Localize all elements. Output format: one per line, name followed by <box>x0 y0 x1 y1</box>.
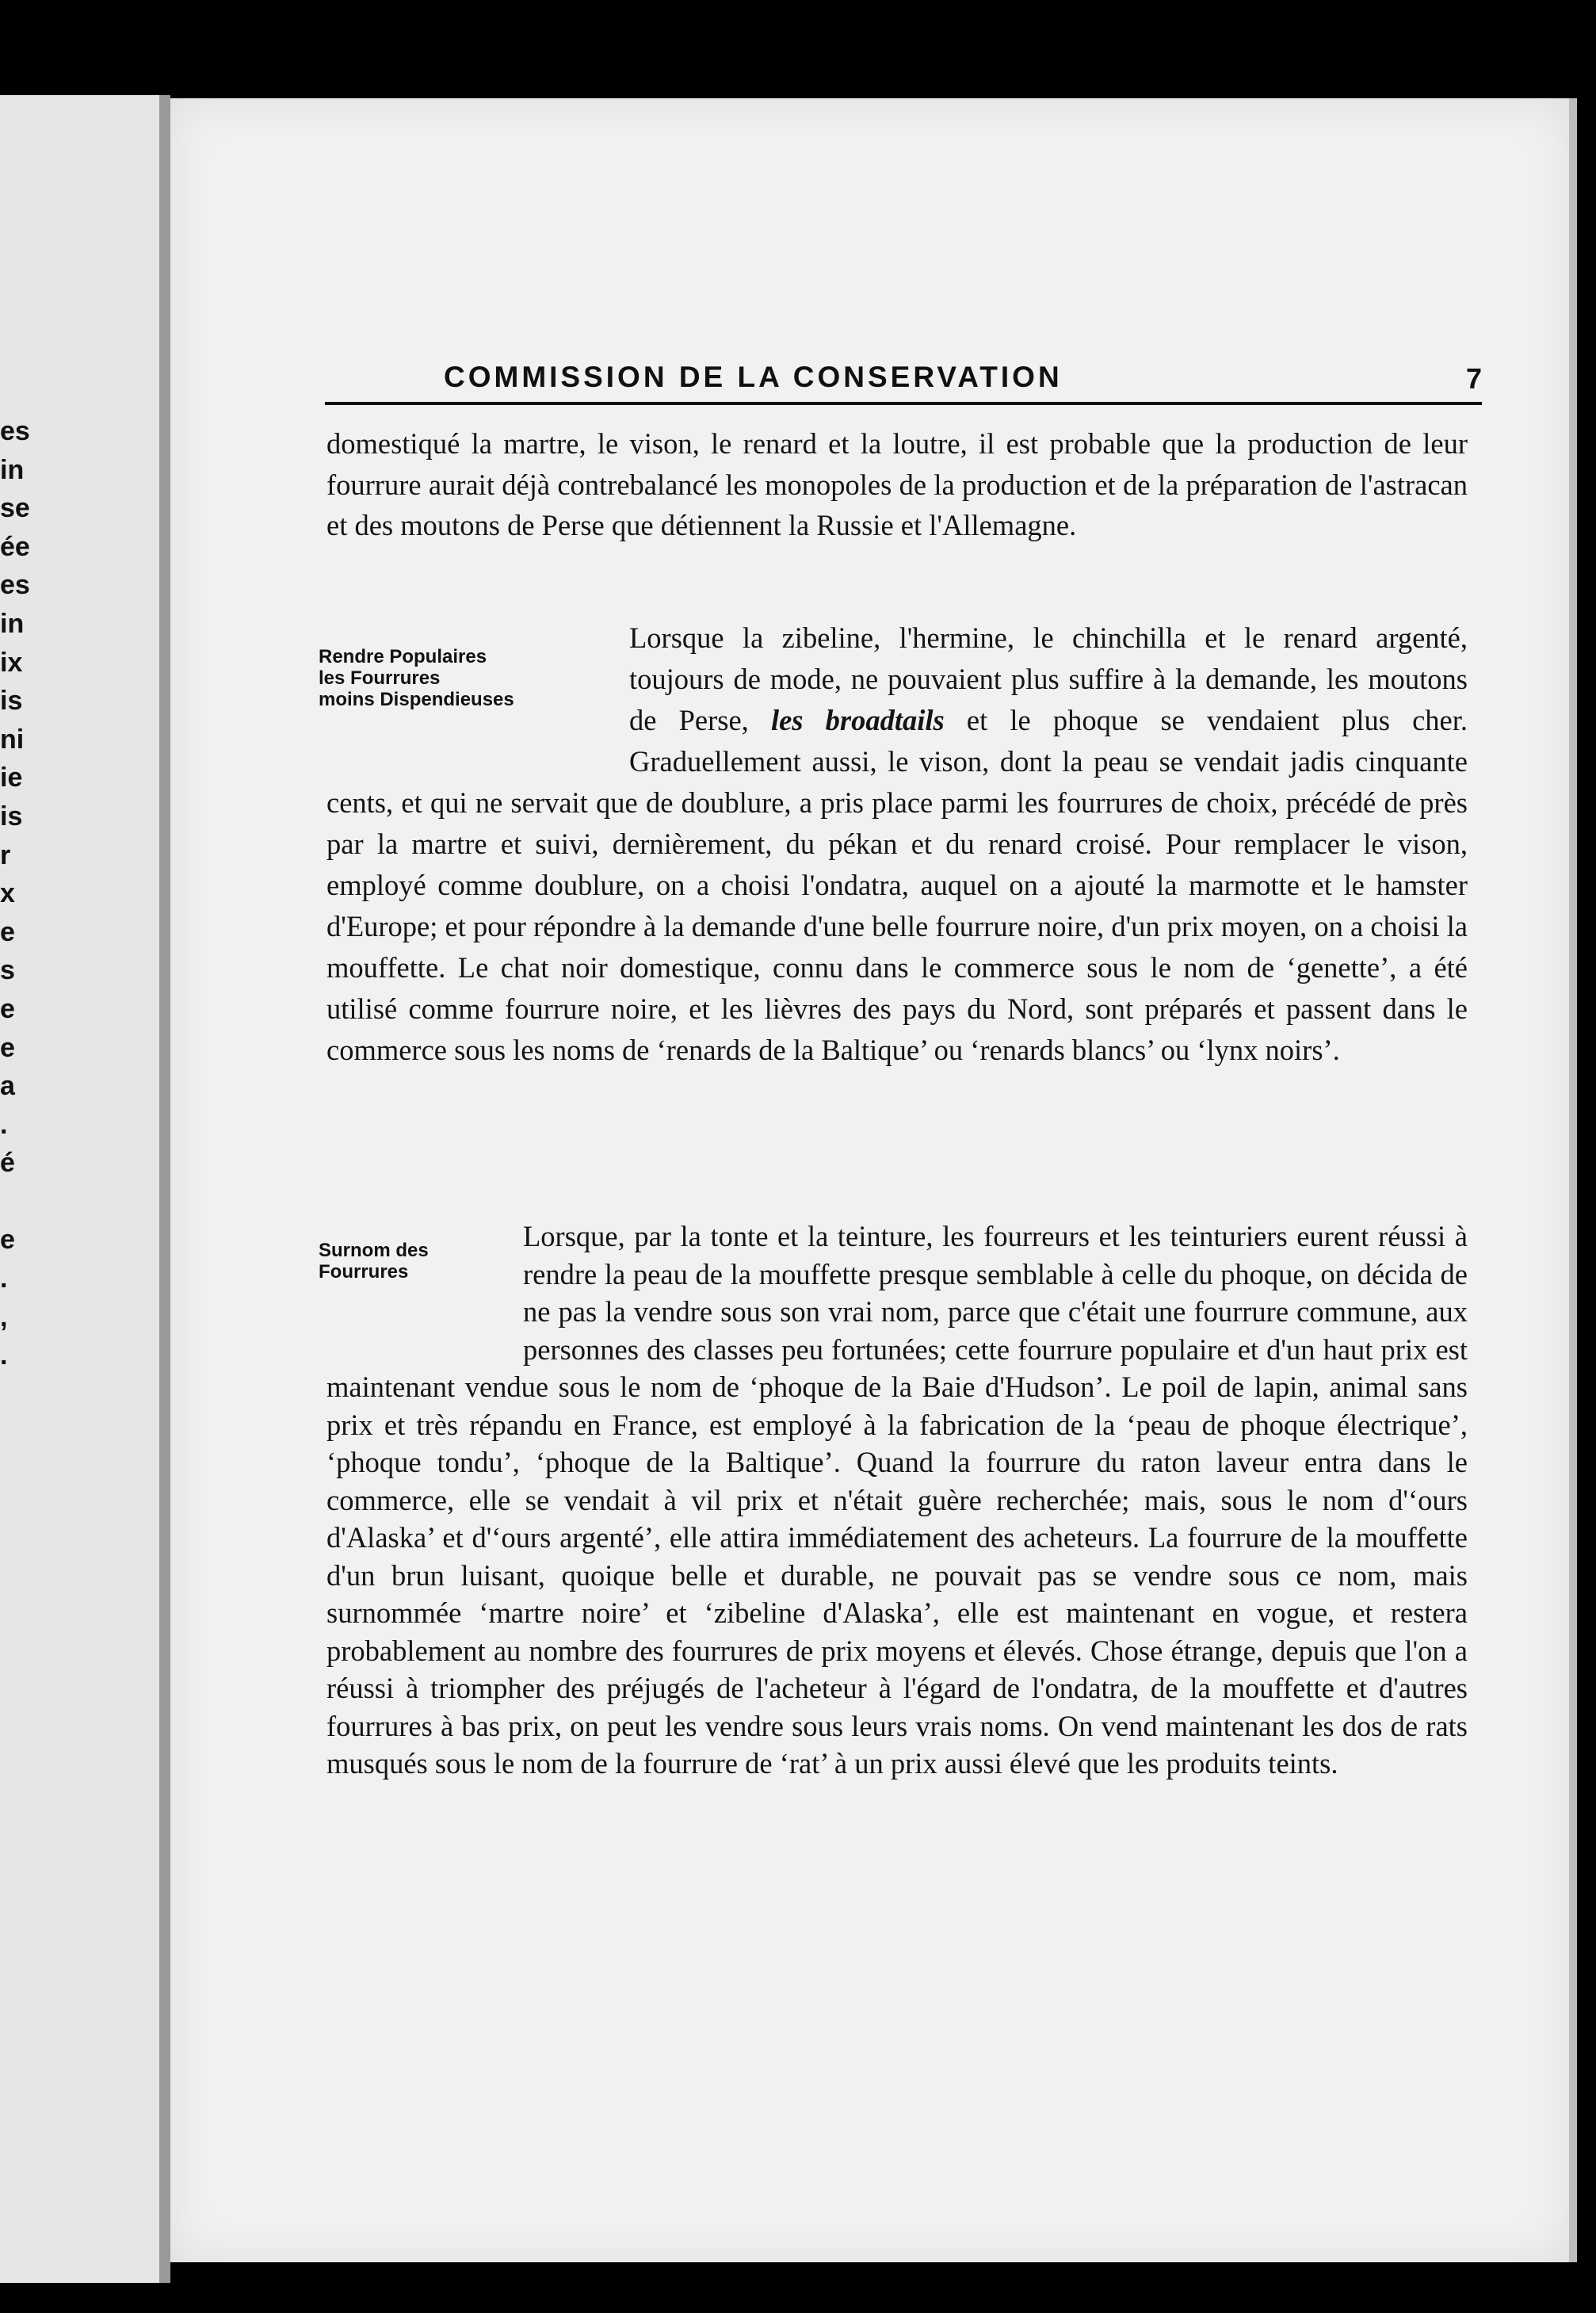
sidenote-popular-furs <box>319 617 612 765</box>
paragraph-continued: domestiqué la martre, le vison, le renard et la loutre, il est probable que la production de leur fourrure aurait déjà contrebalancé les monopoles de la production et de la préparation de l'astracan et des moutons de Perse que détiennent la Russie et l'Allemagne. <box>326 427 1468 541</box>
page-edge <box>1569 98 1577 2262</box>
left-fragment: ie <box>0 763 23 793</box>
left-page-text-fragments <box>0 412 48 1375</box>
page-number: 7 <box>1465 362 1482 395</box>
left-fragment: , <box>0 1302 8 1332</box>
left-fragment: es <box>0 570 30 601</box>
left-fragment: e <box>0 916 15 947</box>
paragraph-fur-names <box>319 1218 1468 1783</box>
page-header <box>325 356 1482 405</box>
left-fragment: is <box>0 686 23 717</box>
left-fragment: é <box>0 1148 15 1179</box>
left-fragment: ni <box>0 724 25 755</box>
italic-term: les broadtails <box>770 704 945 736</box>
left-fragment: ix <box>0 647 23 678</box>
left-fragment: r <box>0 839 11 870</box>
sidenote-fur-names <box>319 1218 494 1343</box>
sidenote-line: Fourrures <box>319 1261 409 1283</box>
left-fragment: . <box>0 1340 8 1371</box>
left-fragment <box>0 1183 48 1221</box>
left-fragment: in <box>0 608 25 639</box>
book-page <box>170 98 1569 2262</box>
sidenote-line: les Fourrures <box>319 667 441 689</box>
sidenote-line: Surnom des <box>319 1240 429 1261</box>
left-fragment: s <box>0 955 15 986</box>
left-fragment: se <box>0 493 30 524</box>
left-fragment: e <box>0 1032 15 1063</box>
left-facing-page <box>0 95 170 2283</box>
left-fragment: . <box>0 1109 8 1140</box>
left-fragment: is <box>0 801 23 832</box>
left-fragment: in <box>0 454 25 485</box>
running-title: COMMISSION DE LA CONSERVATION <box>444 361 1063 393</box>
paragraph-popular-furs <box>319 617 1468 1071</box>
left-fragment: ée <box>0 531 30 562</box>
left-fragment: a <box>0 1071 15 1102</box>
paragraph-text: et le phoque se vendaient plus cher. Graduellement aussi, le vison, dont la peau se vendait jadis cinquante cents, et qui ne servait que de doublure, a pris place parmi les fourrures de choix, précédé de près par la martre et suivi, dernièrement, du pékan et du renard croisé. Pour remplacer le vison, employé comme doublure, on a choisi l'ondatra, auquel on a ajouté la marmotte et le hamster d'Europe; et pour répondre à la demande d'une belle fourrure noire, d'un prix moyen, on a choisi la mouffette. Le chat noir domestique, connu dans le commerce sous le nom de ‘genette’, a été utilisé comme fourrure noire, et les lièvres des pays du Nord, sont préparés et passent dans le commerce sous les noms de ‘renards de la Baltique’ ou ‘renards blancs’ ou ‘lynx noirs’. <box>326 704 1468 1066</box>
sidenote-line: moins Dispendieuses <box>319 689 514 710</box>
paragraph-text: Lorsque la zibeline, l'hermine, le chinchilla et le renard argenté, toujours de mode, ne pouvaient plus suffire à la demande, les moutons de Perse, <box>629 621 1468 736</box>
left-fragment: e <box>0 993 15 1024</box>
sidenote-line: Rendre Populaires <box>319 646 487 667</box>
left-fragment: e <box>0 1225 15 1256</box>
paragraph-text: Lorsque, par la tonte et la teinture, les fourreurs et les teinturiers eurent réussi à rendre la peau de la mouffette presque semblable à celle du phoque, on décida de ne pas la vendre sous son vrai nom, parce que c'était une fourrure commune, aux personnes des classes peu fortunées; cette fourrure populaire et d'un haut prix est maintenant vendue sous le nom de ‘phoque de la Baie d'Hudson’. Le poil de lapin, animal sans prix et très répandu en France, est employé à la fabrication de la ‘peau de phoque électrique’, ‘phoque tondu’, ‘phoque de la Baltique’. Quand la fourrure du raton laveur entra dans le commerce, elle se vendait à vil prix et n'était guère recherchée; mais, sous le nom d'‘ours d'Alaska’ et d'‘ours argenté’, elle attira immédiatement des acheteurs. La fourrure de la mouffette d'un brun luisant, quoique belle et durable, ne pouvait pas se vendre sous ce nom, mais surnommée ‘martre noire’ et ‘zibeline d'Alaska’, elle est maintenant en vogue, et restera probablement au nombre des fourrures de prix moyens et élevés. Chose étrange, depuis que l'on a réussi à triompher des préjugés de l'acheteur à l'égard de l'ondatra, de la mouffette et d'autres fourrures à bas prix, on peut les vendre sous leurs vrais noms. On vend maintenant les dos de rats musqués sous le nom de la fourrure de ‘rat’ à un prix aussi élevé que les produits teints. <box>326 1220 1468 1780</box>
left-fragment: . <box>0 1264 8 1294</box>
left-fragment: es <box>0 416 30 446</box>
left-fragment: x <box>0 878 15 909</box>
